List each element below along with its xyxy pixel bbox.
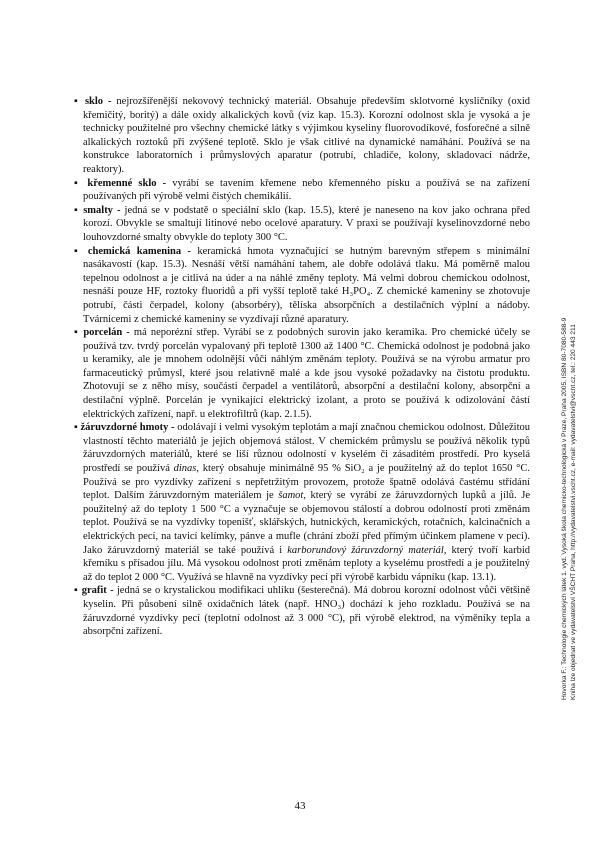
entry-italic-samot: šamot [278, 490, 304, 502]
citation-line-1: Hovorka F.: Technologie chemických látek 1. vyd. Vysoká škola chemicko-technologická v Praze, Praha 2005, ISBN 80-7080-588-9 [561, 317, 568, 700]
entry-italic-dinas: dinas [173, 463, 197, 475]
entry-term: chemická kamenina - [87, 245, 191, 257]
entry-term: grafit - [81, 585, 114, 597]
side-citation [560, 60, 600, 700]
entry-text: vyrábí se tavením křemene nebo křemenného písku a používá se na zařízení používaných při výrobě velmi čistých chemikálií. [83, 177, 530, 203]
bullet-icon: ▪ [74, 422, 81, 434]
entry-sklo [74, 95, 530, 177]
entry-porcelan [74, 326, 530, 421]
bullet-icon: ▪ [74, 204, 84, 216]
entry-italic-karborund: karborundový žáruvzdorný materiál [287, 544, 444, 556]
entry-text-b: , který obsahuje minimálně 95 % SiO₂ a je použitelný až do teplot 1650 °C. Používá se pro vyzdívky zařízení s nepřetržitým provozem, protože špatně odolává častému střídání teplot. Dalším žáruvzdorným materiálem je [83, 463, 530, 502]
bullet-icon: ▪ [74, 245, 88, 257]
entry-text: jedná se o krystalickou modifikaci uhlíku (šesterečná). Má dobrou korozní odolnost vůči většině kyselin. Při působení silně oxidačních látek (např. HNO₃) dochází k jeho rozkladu. Používá se na žáruvzdorné vyzdívky pecí (teplotní odolnost až 3 000 °C), při výrobě elektrod, na výměníky tepla a absorpční zařízení. [83, 585, 530, 638]
entry-term: smalty - [83, 204, 121, 216]
entry-term: křemenné sklo - [87, 177, 167, 189]
page-number: 43 [294, 800, 306, 812]
bullet-icon: ▪ [74, 177, 88, 189]
entry-text-a: odolávají i velmi vysokým teplotám a mají značnou chemickou odolnost. Důležitou vlastností těchto materiálů je jejich objemová stálost. V chemickém průmyslu se používá několik typů žáruvzdorných materiálů, které se liší různou odolností v kyselém či zásaditém prostředí. Pro kyselá prostředí se používá [83, 422, 530, 475]
bullet-icon: ▪ [74, 327, 84, 339]
entry-smalty [74, 204, 530, 245]
entry-grafit [74, 584, 530, 638]
entry-text: jedná se v podstatě o speciální sklo (kap. 15.5), které je naneseno na kov jako ochrana před korozí. Obvykle se smaltují litinové nebo ocelové aparatury. V praxi se používají kyselinovzdorné nebo louhovzdorné smalty obvykle do teploty 300 °C. [83, 204, 530, 243]
entry-chemicka-kamenina [74, 245, 530, 327]
entry-term: sklo - [84, 96, 112, 107]
entry-text-d: , který tvoří karbid křemíku s přísadou jílu. Má vysokou odolnost proti změnám teploty a kyselému prostředí a je použitelný až do teplot 2 000 °C. Využívá se hlavně na vyzdívky pecí při výrobě karbidu vápníku (kap. 13.1). [83, 544, 530, 583]
entry-kremenne-sklo [74, 177, 530, 204]
citation-line-2: Kniha lze objednat ve vydavatelství VŠCHT Praha, http://vydavatelstvi.vscht.cz, e-mail: vydavatelstvi@vscht.cz, tel.: 220 443 211 [570, 324, 577, 700]
entry-text-c: , který se vyrábí ze žáruvzdorných lupků a jílů. Je použitelný až do teploty 1 500 °C a vyznačuje se objemovou stálostí a dobrou odolností proti změnám teplot. Používá se na vyzdívky topenišť, sklářských, hutnických, keramických, rotačních, kalcinačních a elektrických pecí, na tavicí kelímky, pánve a mufle (chrání zboží před přímým účinkem plamene v peci). Jako žáruvzdorný materiál se také používá i [83, 490, 530, 556]
page-body [74, 95, 530, 639]
entry-term: porcelán - [83, 327, 130, 339]
entry-text: keramická hmota vyznačující se hutným barevným střepem s minimální nasákavostí (kap. 15.3). Nesnáší větší namáhání tahem, ale dobře odolává tlaku. Má poměrně malou tepelnou odolnost a je citlivá na úder a na náhlé změny teploty. Má velmi dobrou chemickou odolnost, nesnáší pouze HF, roztoky fluoridů a při vyšší teplotě také H₃PO₄. Z chemické kameniny se zhotovuje potrubí, části čerpadel, kolony (absorbéry), tělíska absorpčních a destilačních výplní a nádoby. Tvárnicemi z chemické kameniny se vyzdívají různé aparatury. [83, 245, 530, 325]
bullet-icon: ▪ [74, 585, 82, 597]
bullet-icon: ▪ [74, 96, 85, 107]
entry-term: žáruvzdorné hmoty - [80, 422, 175, 434]
entry-text: má neporézní střep. Vyrábí se z podobných surovin jako keramika. Pro chemické účely se používá tzv. tvrdý porcelán vypalovaný při teplotě 1300 až 1400 °C. Chemická odolnost je podobná jako u keramiky, ale je mnohem odolnější vůči náhlým změnám teploty. Používá se na výrobu armatur pro farmaceutický průmysl, které jsou relativně malé a kde jsou vysoké požadavky na čistotu produktu. Zhotovují se z něho mísy, součásti čerpadel a ventilátorů, absorpční a destilační kolony, absorpční a destilační výplně. Porcelán je vynikající elektrický izolant, a proto se používá k odizolování částí elektrických zařízení, např. u elektrofiltrů (kap. 2.1.5). [83, 327, 530, 420]
entry-zaruvzdorne-hmoty [74, 421, 530, 584]
entry-text: nejrozšířenější nekovový technický materiál. Obsahuje především sklotvorné kysličníky (oxid křemičitý, boritý) a dále oxidy alkalických kovů (viz kap. 15.3). Korozní odolnost skla je vysoká a je technicky použitelné pro všechny chemické látky s výjimkou kyseliny fluorovodíkové, fosforečné a silně alkalických roztoků při zvýšené teplotě. Sklo je však citlivé na dynamické namáhání. Používá se na konstrukce laboratorních i průmyslových aparatur (potrubí, chladiče, kolony, skladovací nádrže, reaktory). [83, 96, 530, 175]
